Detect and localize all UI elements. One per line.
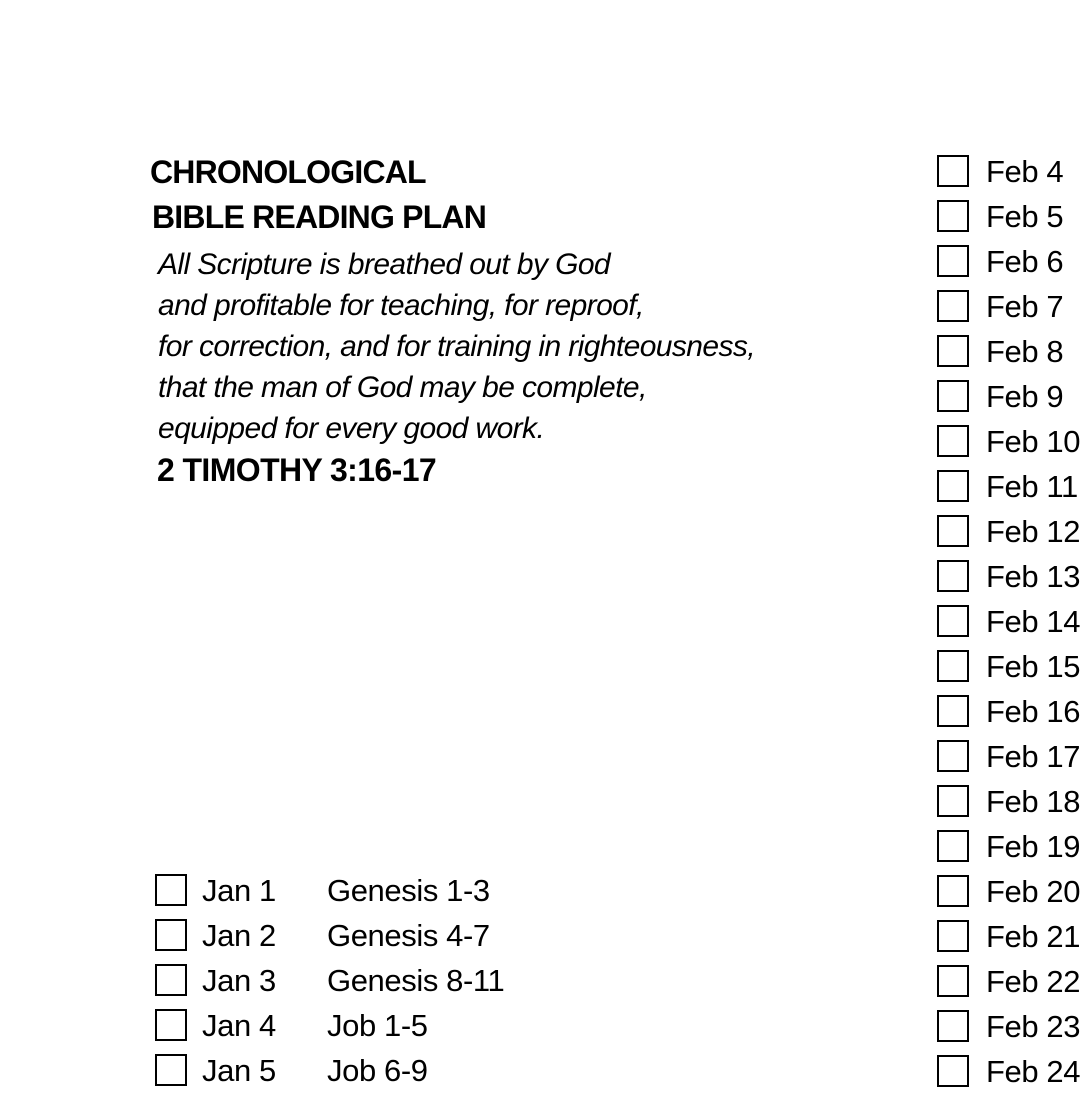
day-label: Jan 1 [202,873,276,908]
day-label: Feb 17 [986,739,1080,774]
checkbox[interactable] [937,785,969,817]
title-line-2: BIBLE READING PLAN [152,199,487,235]
checkbox[interactable] [155,1054,187,1086]
checkbox[interactable] [937,560,969,592]
day-label: Feb 5 [986,199,1064,234]
title-line-1: CHRONOLOGICAL [150,154,426,190]
checkbox[interactable] [937,290,969,322]
checkbox[interactable] [155,874,187,906]
day-label: Feb 15 [986,649,1080,684]
day-label: Feb 19 [986,829,1080,864]
checkbox[interactable] [937,155,969,187]
checkbox[interactable] [937,425,969,457]
reading-label: Genesis 1-3 [327,873,490,908]
reading-label: Genesis 8-11 [327,963,505,998]
checkbox[interactable] [937,605,969,637]
day-label: Feb 11 [986,469,1078,504]
day-label: Feb 13 [986,559,1080,594]
checkbox[interactable] [937,245,969,277]
checkbox[interactable] [155,1009,187,1041]
day-label: Jan 5 [202,1053,276,1088]
day-label: Jan 3 [202,963,276,998]
checkbox[interactable] [155,964,187,996]
verse-line: for correction, and for training in righteousness, [158,330,755,363]
day-label: Feb 8 [986,334,1064,369]
checkbox[interactable] [937,1010,969,1042]
day-label: Feb 4 [986,154,1064,189]
checkbox[interactable] [937,965,969,997]
day-label: Feb 9 [986,379,1064,414]
day-label: Feb 22 [986,964,1080,999]
day-label: Jan 4 [202,1008,276,1043]
verse-reference: 2 TIMOTHY 3:16-17 [157,452,437,488]
checkbox[interactable] [937,740,969,772]
checkbox[interactable] [937,695,969,727]
day-label: Feb 12 [986,514,1080,549]
day-label: Feb 6 [986,244,1064,279]
day-label: Feb 14 [986,604,1080,639]
day-label: Feb 16 [986,694,1080,729]
verse-line: equipped for every good work. [158,412,545,445]
checkbox[interactable] [937,200,969,232]
verse-line: and profitable for teaching, for reproof, [158,289,644,322]
reading-label: Job 1-5 [327,1008,428,1043]
checkbox[interactable] [937,515,969,547]
day-label: Feb 23 [986,1009,1080,1044]
day-label: Feb 7 [986,289,1064,324]
verse-line: All Scripture is breathed out by God [158,248,610,281]
day-label: Feb 21 [986,919,1080,954]
reading-label: Genesis 4-7 [327,918,490,953]
checkbox[interactable] [155,919,187,951]
scripture-quote [158,244,755,449]
day-label: Feb 18 [986,784,1080,819]
checkbox[interactable] [937,875,969,907]
day-label: Jan 2 [202,918,276,953]
checkbox[interactable] [937,830,969,862]
checkbox[interactable] [937,920,969,952]
checkbox[interactable] [937,380,969,412]
checkbox[interactable] [937,470,969,502]
day-label: Feb 20 [986,874,1080,909]
checkbox[interactable] [937,1055,969,1087]
checkbox[interactable] [937,335,969,367]
checkbox[interactable] [937,650,969,682]
page-title [150,150,486,240]
day-label: Feb 24 [986,1054,1080,1089]
day-label: Feb 10 [986,424,1080,459]
reading-label: Job 6-9 [327,1053,428,1088]
verse-line: that the man of God may be complete, [158,371,647,404]
